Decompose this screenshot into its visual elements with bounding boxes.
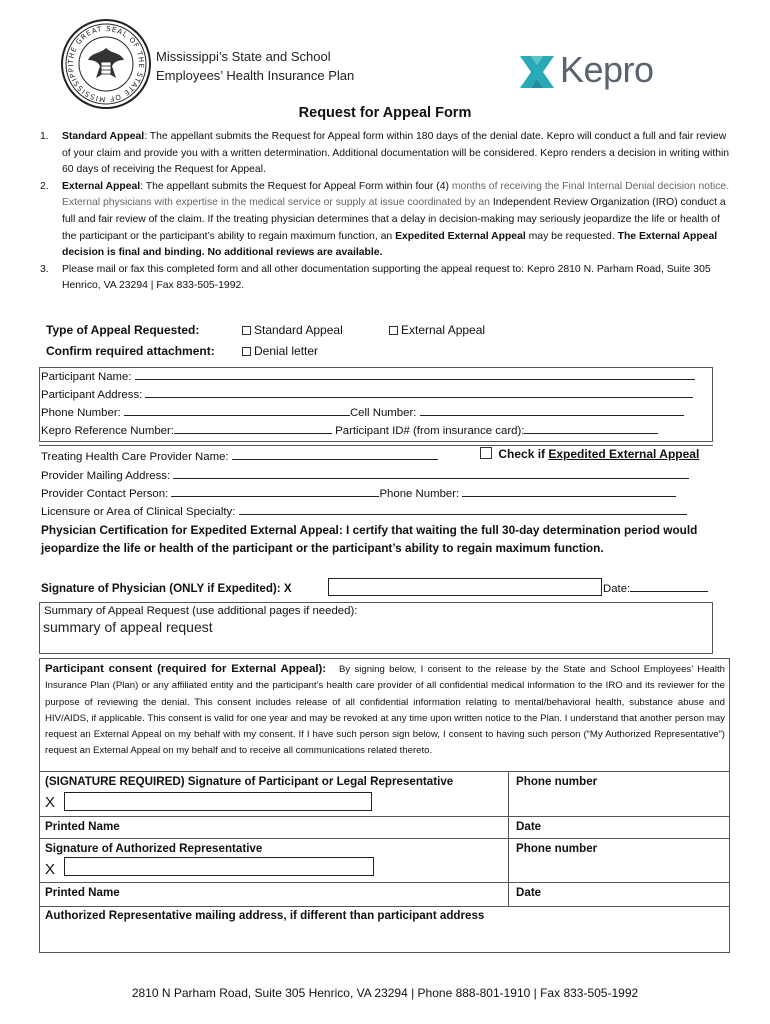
kepro-logo xyxy=(516,50,676,94)
standard-appeal-checkbox[interactable] xyxy=(242,326,251,335)
authorized-rep-signature-field[interactable] xyxy=(64,857,374,876)
rep-mailing-address-field[interactable] xyxy=(45,925,725,949)
standard-appeal-title: Standard Appeal xyxy=(62,131,145,142)
external-appeal-text-gray: months of receiving the Final Internal Denial decision notice. External physicians with expertise in the medical service or supply at issue coordinated by an xyxy=(62,180,730,209)
org-name xyxy=(156,47,354,85)
authorized-rep-signature-label: Signature of Authorized Representative xyxy=(45,842,263,855)
denial-letter-checkbox[interactable] xyxy=(242,347,251,356)
standard-appeal-text: : The appellant submits the Request for Appeal form within 180 days of the denial date. Kepro will conduct a full and fair review of your claim and provide you with a written determination. Additional documentation will be considered. Kepro renders a decision in writing within 60 days of receiving the Request for Appeal. xyxy=(62,131,730,176)
participant-name-field[interactable] xyxy=(135,370,695,380)
participant-signature-field[interactable] xyxy=(64,792,372,811)
phone-field[interactable] xyxy=(124,406,350,416)
cell-label: Cell Number: xyxy=(349,407,417,419)
participant-id-field[interactable] xyxy=(524,424,658,434)
standard-appeal-option[interactable] xyxy=(242,323,343,337)
participant-signature-x: X xyxy=(45,794,56,811)
expedited-checkbox[interactable] xyxy=(480,447,492,459)
expedited-check-link: Expedited External Appeal xyxy=(548,447,700,461)
external-appeal-option-label: External Appeal xyxy=(401,323,486,337)
participant-address-row xyxy=(41,388,693,401)
physician-signature-field[interactable] xyxy=(328,578,602,596)
consent-text: By signing below, I consent to the release by the State and School Employees’ Health Insurance Plan (Plan) or any affiliated entity and the participant’s health care provider of all confidential medical information to the IRO and its reviewer for the purpose of reviewing the denial. This consent includes release of all confidential information relating to mental/behavioral health, substance abuse and HIV/AIDS, if applicable. This consent is valid for one year and may be revoked at any time upon written notice to the Plan. I understand that another person may request an External Appeal on my behalf with my consent. If I have such person sign below, I consent to having such person (“My Authorized Representative”) request an External Appeal on my behalf and to receive all communications related thereto. xyxy=(45,664,725,757)
treating-provider-row xyxy=(41,450,438,463)
physician-date-row xyxy=(603,582,708,595)
footer-address: 2810 N Parham Road, Suite 305 Henrico, VA 23294 | Phone 888-801-1910 | Fax 833-505-1992 xyxy=(131,986,639,1000)
treating-provider-label: Treating Health Care Provider Name: xyxy=(41,451,229,463)
participant-name-label: Participant Name: xyxy=(41,371,132,383)
divider xyxy=(508,771,509,907)
divider xyxy=(39,771,730,772)
reference-row xyxy=(41,424,658,437)
consent-block xyxy=(45,661,725,760)
summary-field[interactable]: summary of appeal request xyxy=(43,619,213,635)
phone-number-field-1[interactable] xyxy=(512,790,726,812)
attachment-row xyxy=(46,344,215,358)
mail-instructions-text: Please mail or fax this completed form and all other documentation supporting the appeal request to: Kepro 2810 N. Parham Road, Suite 305 Henrico, VA 23294 | Fax 833-505-1992. xyxy=(62,263,711,292)
external-appeal-checkbox[interactable] xyxy=(389,326,398,335)
provider-mailing-row xyxy=(41,469,689,482)
expedited-external-appeal-bold: Expedited External Appeal xyxy=(395,230,526,242)
rep-mailing-address-label: Authorized Representative mailing address, if different than participant address xyxy=(45,909,485,922)
instructions-list xyxy=(40,129,730,295)
printed-name-label-2: Printed Name xyxy=(45,886,120,899)
provider-mailing-field[interactable] xyxy=(173,469,689,479)
appeal-type-label: Type of Appeal Requested: xyxy=(46,323,200,337)
physician-date-field[interactable] xyxy=(630,582,708,592)
kepro-logo-mark xyxy=(516,52,558,92)
physician-date-label: Date: xyxy=(603,583,631,595)
divider xyxy=(39,816,730,817)
seal-text: THE GREAT SEAL OF THE STATE OF MISSISSIPPI xyxy=(66,24,146,104)
external-appeal-option[interactable] xyxy=(389,323,485,337)
consent-title: Participant consent (required for External Appeal): xyxy=(45,663,327,675)
phone-number-label-2: Phone number xyxy=(516,842,598,855)
list-number: 1. xyxy=(40,131,49,142)
date-label-1: Date xyxy=(516,820,542,833)
org-line1: Mississippi’s State and School xyxy=(156,49,331,64)
expedited-check-prefix: Check if xyxy=(498,447,549,461)
external-appeal-text-a: : The appellant submits the Request for Appeal Form within four (4) xyxy=(140,180,452,192)
participant-signature-label: (SIGNATURE REQUIRED) Signature of Participant or Legal Representative xyxy=(45,775,454,788)
external-appeal-text-c: may be requested. xyxy=(525,230,618,242)
external-appeal-title: External Appeal xyxy=(62,180,141,192)
org-line2: Employees’ Health Insurance Plan xyxy=(156,68,355,83)
list-item xyxy=(40,179,730,262)
printed-name-label-1: Printed Name xyxy=(45,820,120,833)
physician-signature-label: Signature of Physician (ONLY if Expedited): X xyxy=(41,582,292,595)
provider-mailing-label: Provider Mailing Address: xyxy=(41,470,171,482)
form-title: Request for Appeal Form xyxy=(298,105,472,121)
attachment-label: Confirm required attachment: xyxy=(46,344,215,358)
treating-provider-field[interactable] xyxy=(232,450,438,460)
list-number: 2. xyxy=(40,180,49,192)
provider-phone-label: Phone Number: xyxy=(379,488,460,500)
divider xyxy=(39,445,713,446)
divider xyxy=(39,882,730,883)
kepro-logo-text: Kepro xyxy=(560,49,654,90)
licensure-field[interactable] xyxy=(239,505,687,515)
date-label-2: Date xyxy=(516,886,542,899)
divider xyxy=(39,838,730,839)
provider-contact-field[interactable] xyxy=(171,487,379,497)
phone-label: Phone Number: xyxy=(41,407,121,419)
state-seal xyxy=(60,18,152,110)
licensure-label: Licensure or Area of Clinical Specialty: xyxy=(41,506,236,518)
list-number: 3. xyxy=(40,263,49,275)
appeal-type-row xyxy=(46,323,199,337)
phone-number-label-1: Phone number xyxy=(516,775,598,788)
standard-appeal-option-label: Standard Appeal xyxy=(254,323,343,337)
licensure-row xyxy=(41,505,687,518)
participant-address-field[interactable] xyxy=(145,388,693,398)
participant-id-label: Participant ID# (from insurance card): xyxy=(335,425,525,437)
provider-phone-field[interactable] xyxy=(462,487,676,497)
external-appeal-text-b: Independent Review Organization (IRO) conduct a full and fair review of the claim. If the treating physician determines that a delay in decision-making may seriously jeopardize the life or health of the participant or the participant’s ability to regain maximum function, an xyxy=(62,197,726,242)
list-item xyxy=(40,129,730,179)
summary-label: Summary of Appeal Request (use additional pages if needed): xyxy=(44,605,358,617)
physician-certification: Physician Certification for Expedited External Appeal: I certify that waiting the full 30-day determination period would jeopardize the life or health of the participant or the participant’s ability to regain maximum function. xyxy=(41,523,698,555)
final-binding-bold: The External Appeal decision is final and binding. No additional reviews are available. xyxy=(62,230,718,259)
participant-name-row xyxy=(41,370,695,383)
provider-contact-row xyxy=(41,487,676,500)
expedited-check-option[interactable] xyxy=(480,447,699,461)
participant-address-label: Participant Address: xyxy=(41,389,143,401)
denial-letter-option-label: Denial letter xyxy=(254,344,319,358)
kepro-ref-label: Kepro Reference Number: xyxy=(41,425,174,437)
provider-contact-label: Provider Contact Person: xyxy=(41,488,169,500)
kepro-ref-field[interactable] xyxy=(174,424,332,434)
cell-field[interactable] xyxy=(420,406,684,416)
authorized-rep-signature-x: X xyxy=(45,861,56,878)
phone-row xyxy=(41,406,684,419)
list-item xyxy=(40,262,730,295)
denial-letter-option[interactable] xyxy=(242,344,318,358)
divider xyxy=(39,906,730,907)
